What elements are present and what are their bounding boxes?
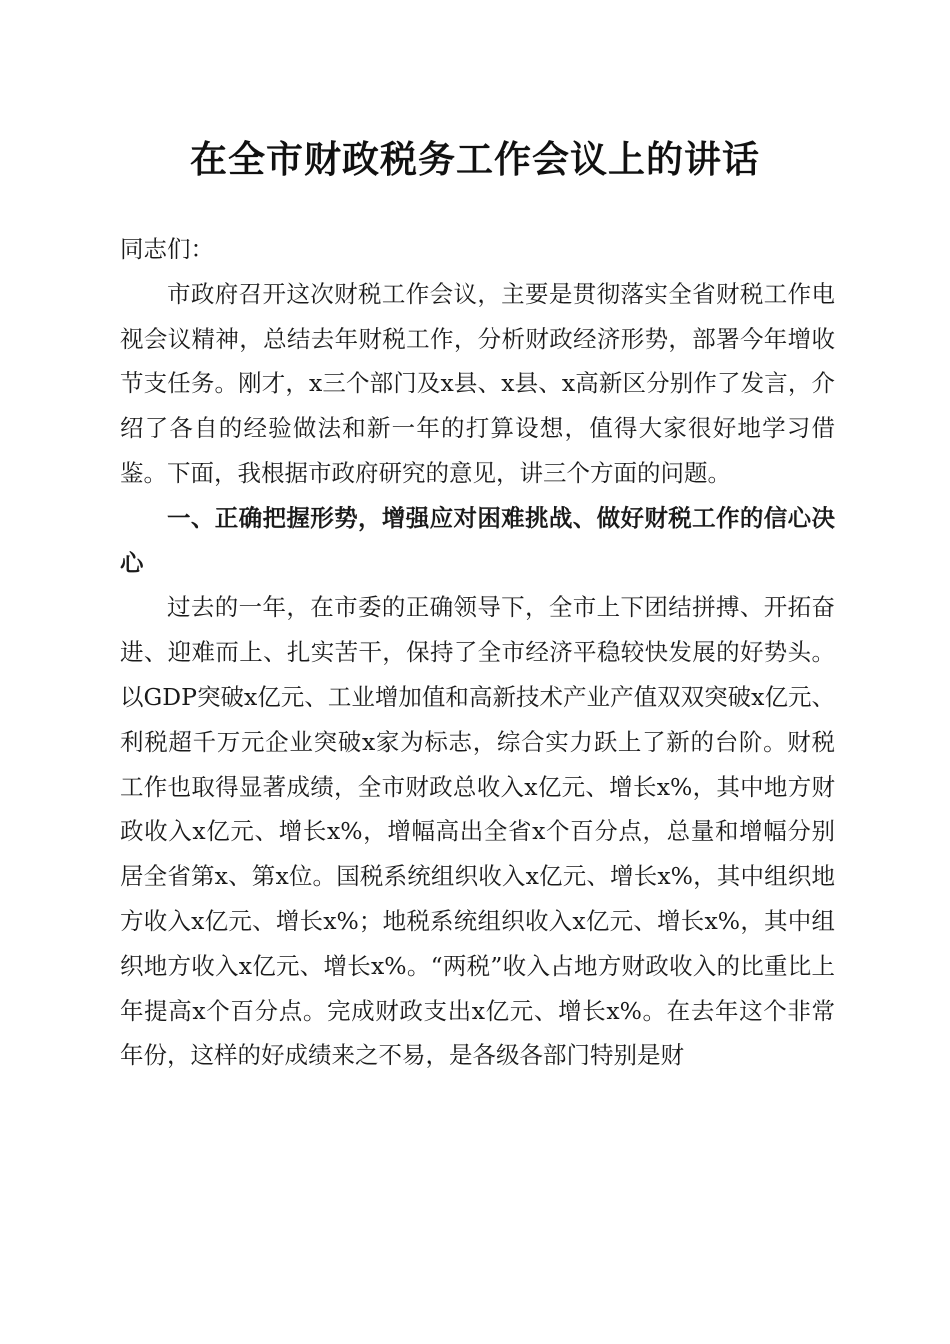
section-heading-1: 一、正确把握形势，增强应对困难挑战、做好财税工作的信心决心	[120, 503, 835, 577]
document-body	[120, 227, 835, 1078]
document-title: 在全市财政税务工作会议上的讲话	[190, 137, 760, 181]
intro-paragraph: 市政府召开这次财税工作会议，主要是贯彻落实全省财税工作电视会议精神，总结去年财税工作，分析财政经济形势，部署今年增收节支任务。刚才，x三个部门及x县、x县、x高新区分别作了发言，介绍了各自的经验做法和新一年的打算设想，值得大家很好地学习借鉴。下面，我根据市政府研究的意见，讲三个方面的问题。	[120, 279, 835, 487]
salutation: 同志们：	[120, 235, 214, 263]
section-1-paragraph: 过去的一年，在市委的正确领导下，全市上下团结拼搏、开拓奋进、迎难而上、扎实苦干，保持了全市经济平稳较快发展的好势头。以GDP突破x亿元、工业增加值和高新技术产业产值双双突破x亿元、利税超千万元企业突破x家为标志，综合实力跃上了新的台阶。财税工作也取得显著成绩，全市财政总收入x亿元、增长x%，其中地方财政收入x亿元、增长x%，增幅高出全省x个百分点，总量和增幅分别居全省第x、第x位。国税系统组织收入x亿元、增长x%，其中组织地方收入x亿元、增长x%；地税系统组织收入x亿元、增长x%，其中组织地方收入x亿元、增长x%。“两税”收入占地方财政收入的比重比上年提高x个百分点。完成财政支出x亿元、增长x%。在去年这个非常年份，这样的好成绩来之不易，是各级各部门特别是财	[120, 593, 835, 1070]
